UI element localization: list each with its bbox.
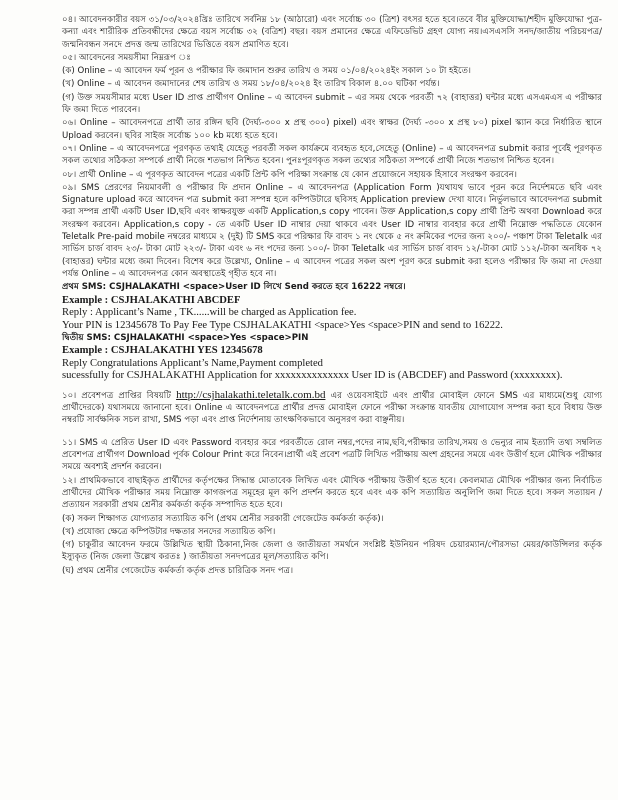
paragraph-04-age-limit: ০৪। আবেদনকারীর বয়স ৩১/০৩/২০২৪খ্রিঃ তারিখে সর্বনিম্ন ১৮ (আঠারো) এবং সর্বোচ্চ ৩০ (ত্রিশ) বৎসর হতে হবে।তবে বীর মুক্তিযোদ্ধা/শহীদ মুক্তিযোদ্ধা পুত্র-কন্যা এবং শারীরিক প্রতিবন্ধীদের ক্ষেত্রে বয়স সর্বোচ্চ ৩২ (বত্রিশ) বছর। বয়স প্রমানের ক্ষেত্রে এফিডেভিট গ্রহণ যোগ্য নয়।এসএসসি সনদ/জাতীয় পরিচয়পত্র/জন্মনিবন্ধন সনদে প্রদত্ত জন্ম তারিখের ভিত্তিতে বয়স প্রমাণিত হবে।: [62, 15, 603, 50]
paragraph-10-admit-card: [62, 389, 602, 427]
website-link[interactable]: http://csjhalakathi.teletalk.com.bd: [176, 388, 326, 401]
paragraph-12-documents: ১২। প্রাথমিকভাবে বাছাইকৃত প্রার্থীদের কর্তৃপক্ষের সিদ্ধান্ত মোতাবেক লিখিত এবং মৌখিক পরীক্ষায় উত্তীর্ণ হতে হবে। কেবলমাত্র মৌখিক পরীক্ষার জন্য নির্বাচিত প্রার্থীদের মৌখিক পরীক্ষার সময় নিম্নোক্ত কাগজপত্র সমূহের মূল কপি প্রদর্শন করতে হবে এবং এক কপি সত্যায়িত অনুলিপি জমা দিতে হবে। সকল সত্যায়ন /প্রত্যায়ন সরকারী প্রথম শ্রেনীর কর্মকর্তা কর্তৃক সম্পাদিত হতে হবে।: [62, 475, 602, 511]
paragraph-05-heading: ০৫। আবেদনের সময়সীমা নিম্নরূপ ঃ: [62, 52, 191, 63]
paragraph-05c: (গ) উক্ত সময়সীমার মধ্যে User ID প্রাপ্ত প্রার্থীগণ Online – এ আবেদন submit – এর সময় থেকে পরবর্তী ৭২ (বাহাত্তর) ঘন্টার মধ্যে এসএমএস এ পরীক্ষার ফি জমা দিতে পারবেন।: [62, 92, 602, 116]
paragraph-09-sms-rules: ০৯। SMS প্রেরণের নিয়মাবলী ও পরীক্ষার ফি প্রদান Online – এ আবেদনপত্র (Application Form )যথাযথ ভাবে পূরন করে নির্দেশমতে ছবি এবং Signature upload করে আবেদন পত্র submit করা সম্পন্ন হলে কম্পিউটারে ছবিসহ Application preview দেখা যাবে। নির্ভুলভাবে আবেদনপত্র submit করা সম্পন্ন প্রার্থী একটি User ID,ছবি এবং স্বাক্ষরযুক্ত একটি Application,s copy পাবেন। উক্ত Application,s copy প্রার্থী প্রিন্ট অথবা Download করে সংরক্ষণ করবেন। Application,s copy - তে একটি User ID নাম্বার দেয়া থাকবে এবং User ID নাম্বার ব্যবহার করে প্রার্থী নিম্নোক্ত পদ্ধতিতে যেকোন Teletalk Pre-paid mobile নম্বরের মাধ্যমে ২ (দুই) টি SMS করে পরিক্ষার ফি বাবদ ১ নং থেকে ৫ নং ক্রমিকের পদের জন্য ২০০/- পঞ্চাশ টাকা Teletalk এর সার্ভিস চার্জ বাবদ ২৩/- টাকা মোট ২২৩/- টাকা এবং ৬ নং পদের জন্য ১০০/- টাকা Teletalk এর সার্ভিস চার্জ বাবদ ১২/-টাকা মোট ১১২/-টাকা অনধিক ৭২ (বাহাত্তর) ঘন্টার মধ্যে জমা দিবেন। বিশেষ করে উল্লেখ্য, Online – এ আবেদন পত্রের সকল অংশ পূরণ করে submit করা হলেও পরীক্ষার ফি জমা না দেওয়া পর্যন্ত Online – এ আবেদনপত্র কোন অবস্থাতেই গৃহীত হবে না।: [62, 182, 602, 279]
sms-reply-2b: sucessfully for CSJHALAKATHI Application for xxxxxxxxxxxxxx User ID is (ABCDEF) and Password (xxxxxxxx).: [62, 370, 563, 382]
paragraph-12c: (গ) চাকুরীর আবেদন ফরমে উল্লিখিত স্থায়ী ঠিকানা,নিজ জেলা ও জাতীয়তা সমর্থনে সংশ্লিষ্ট ইউনিয়ন পরিষদ চেয়ারম্যান/পৌরসভা মেয়র/কাউন্সিলর কর্তৃক ইস্যুকৃত (নিজ জেলা উল্লেখ করতঃ ) জাতীয়তা সনদপত্রের মূল/সত্যায়িত কপি।: [62, 540, 602, 563]
paragraph-05b: (খ) Online – এ আবেদন জমাদানের শেষ তারিখ ও সময় ১৮/০৪/২০২৪ ইং তারিখ বিকাল ৪.০০ ঘটিকা পর্যন্ত।: [62, 79, 440, 90]
paragraph-11-download-admit: ১১। SMS এ প্রেরিত User ID এবং Password ব্যবহার করে পরবর্তীতে রোল নম্বর,পদের নাম,ছবি,পরীক্ষার তারিখ,সময় ও ভেন্যুর নাম ইত্যাদি তথ্য সম্বলিত প্রবেশপত্র প্রার্থীগণ Download পূর্বক Colour Print করে নিবেন।প্রার্থী এই প্রবেশ পত্রটি লিখিত পরীক্ষায় অংশ গ্রহনের সময়ে এবং উত্তীর্ণ হলে মৌখিক পরীক্ষার সময়ে অবশ্যই প্রদর্শন করবেন।: [62, 437, 602, 473]
sms-reply-1a: Reply : Applicant’s Name , TK......will be charged as Application fee.: [62, 307, 357, 319]
sms-reply-1b: Your PIN is 12345678 To Pay Fee Type CSJHALAKATHI <space>Yes <space>PIN and send to 16222.: [62, 319, 503, 331]
paragraph-08-print-copy: ০৮। প্রার্থী Online – এ পূরণকৃত আবেদন পত্রের একটি প্রিন্ট কপি পরিক্ষা সংক্রান্ত যে কোন প্রয়োজনে সহায়ক হিসাবে সংরক্ষণ করবেন।: [62, 169, 517, 180]
paragraph-07-submit-check: ০৭। Online – এ আবেদনপত্রে পূরণকৃত তথ্যই যেহেতু পরবর্তী সকল কার্যক্রমে ব্যবহৃত হবে,সেহেতু (Online) – এ আবেদনপত্র submit করার পূর্বেই পূরণকৃত সকল তথ্যের সঠিকতা সম্পর্কে প্রার্থী নিজে শতভাগ নিশ্চিত হবেন। পুনঃপূরণকৃত সকল তথ্যের সঠিকতা সম্পর্কে প্রার্থী নিজে শতভাগ নিশ্চিত হবেন।: [62, 143, 602, 167]
sms-reply-2a: Reply Congratulations Applicant’s Name,Payment completed: [62, 357, 323, 369]
sms-example-2-text: Example : CSJHALAKATHI YES 12345678: [62, 345, 263, 357]
sms-second-instruction: দ্বিতীয় SMS: CSJHALAKATHI <space>Yes <space>PIN: [62, 333, 309, 344]
sms-example-1: [62, 295, 602, 308]
paragraph-12d: (ঘ) প্রথম শ্রেনীর গেজেটেড কর্মকর্তা কর্তৃক প্রদত্ত চারিত্রিক সনদ পত্র।: [62, 565, 294, 576]
paragraph-06-photo-upload: ০৬। Online – আবেদনপত্রে প্রার্থী তার রঙ্গিন ছবি (দৈর্ঘ্য-৩০০ x প্রস্থ ৩০০) pixel) এবং স্বাক্ষর (দৈর্ঘ্য -৩০০ x প্রস্থ ৮০) pixel স্ক্যান করে নির্ধারিত স্থানে Upload করবেন। ছবির সাইজ সর্বোচ্চ ১০০ kb মধ্যে হতে হবে।: [62, 118, 602, 141]
paragraph-05a: (ক) Online – এ আবেদন ফর্ম পূরন ও পরীক্ষার ফি জমাদান শুরুর তারিখ ও সময় ০১/০৪/২০২৪ইং সকাল ১০ টা হইতে।: [62, 66, 472, 77]
sms-example-2: [62, 345, 602, 358]
paragraph-10-prefix: ১০। প্রবেশপত্র প্রাপ্তির বিষয়টি: [62, 390, 171, 401]
sms-first-instruction: প্রথম SMS: CSJHALAKATHI <space>User ID লিখে Send করতে হবে 16222 নম্বরে।: [62, 282, 406, 293]
sms-example-1-text: Example : CSJHALAKATHI ABCDEF: [62, 294, 241, 306]
paragraph-10-body: এর ওয়েবসাইটে এবং প্রার্থীর মোবাইল ফোনে SMS এর মাধ্যমে(শুধু যোগ্য প্রার্থীদেরকে) যথাসময়ে জানানো হবে। Online এ আবেদনপত্রে প্রার্থীর প্রদত্ত মোবাইল ফোনে পরীক্ষা সংক্রান্ত যাবতীয় যোগাযোগ সম্পন্ন করা হবে বিধায় উক্ত নম্বরটি সার্বক্ষনিক সচল রাখা, SMS পড়া এবং প্রাপ্ত নির্দেশনায় তাৎক্ষণিকভাবে অনুসরণ করা বাঞ্ছনীয়।: [62, 390, 603, 426]
paragraph-12a: (ক) সকল শিক্ষাগত যোগ্যতার সত্যায়িত কপি (প্রথম শ্রেনীর সরকারী গেজেটেড কর্মকর্তা কর্তৃক)।: [62, 513, 384, 524]
paragraph-12b: (খ) প্রযোজ্য ক্ষেত্রে কম্পিউটার দক্ষতার সনদের সত্যায়িত কপি।: [62, 526, 276, 537]
